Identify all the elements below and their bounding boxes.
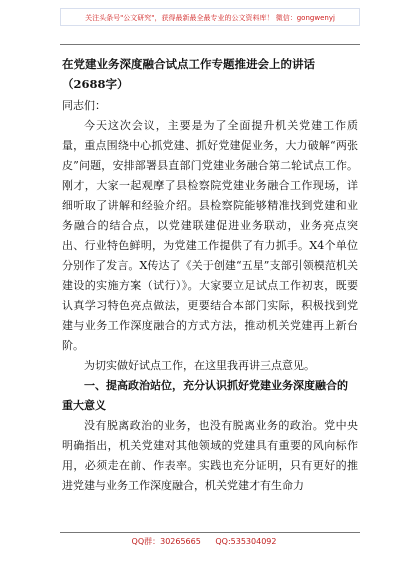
- header-divider: [60, 44, 360, 45]
- paragraph-section-1: 没有脱离政治的业务，也没有脱离业务的政治。党中央明确指出，机关党建对其他领域的党建具有重要的风向标作用，必须走在前、作表率。实践也充分证明，只有更好的推进党建与业务工作深度融合，机关党建才有生命力: [62, 419, 358, 492]
- top-banner: 关注头条号"公文研究"，获得最新最全最专业的公文资料库！ 微信：gongwenyj: [60, 8, 360, 26]
- paragraph-transition: 为切实做好试点工作，在这里我再讲三点意见。: [84, 359, 315, 372]
- footer-divider: [60, 532, 360, 533]
- footer: [0, 534, 408, 550]
- footer-qq: QQ:535304092: [215, 537, 277, 546]
- paragraph-intro: 今天这次会议，主要是为了全面提升机关党建工作质量，重点围绕中心抓党建、抓好党建促业务，大力破解“两张皮”问题，安排部署县直部门党建业务融合第二轮试点工作。刚才，大家一起观摩了县检察院党建业务融合工作现场，详细听取了讲解和经验介绍。县检察院能够精准找到党建和业务融合的结合点，以党建联建促进业务联动，业务亮点突出、行业特色鲜明，为党建工作提供了有力抓手。X4个单位分别作了发言。X传达了《关于创建“五星”支部引领模范机关建设的实施方案（试行）》。大家要立足试点工作初衷，既要认真学习特色亮点做法，更要结合本部门实际，积极找到党建与业务工作深度融合的方式方法，推动机关党建再上新台阶。: [62, 119, 358, 352]
- section-heading-1: 一、提高政治站位，充分认识抓好党建业务深度融合的重大意义: [62, 379, 348, 412]
- document-body: [62, 54, 358, 496]
- greeting: 同志们：: [62, 99, 106, 112]
- document-title: 在党建业务深度融合试点工作专题推进会上的讲话（2688字）: [62, 57, 315, 91]
- footer-qq-group: QQ群：30265665: [131, 537, 201, 546]
